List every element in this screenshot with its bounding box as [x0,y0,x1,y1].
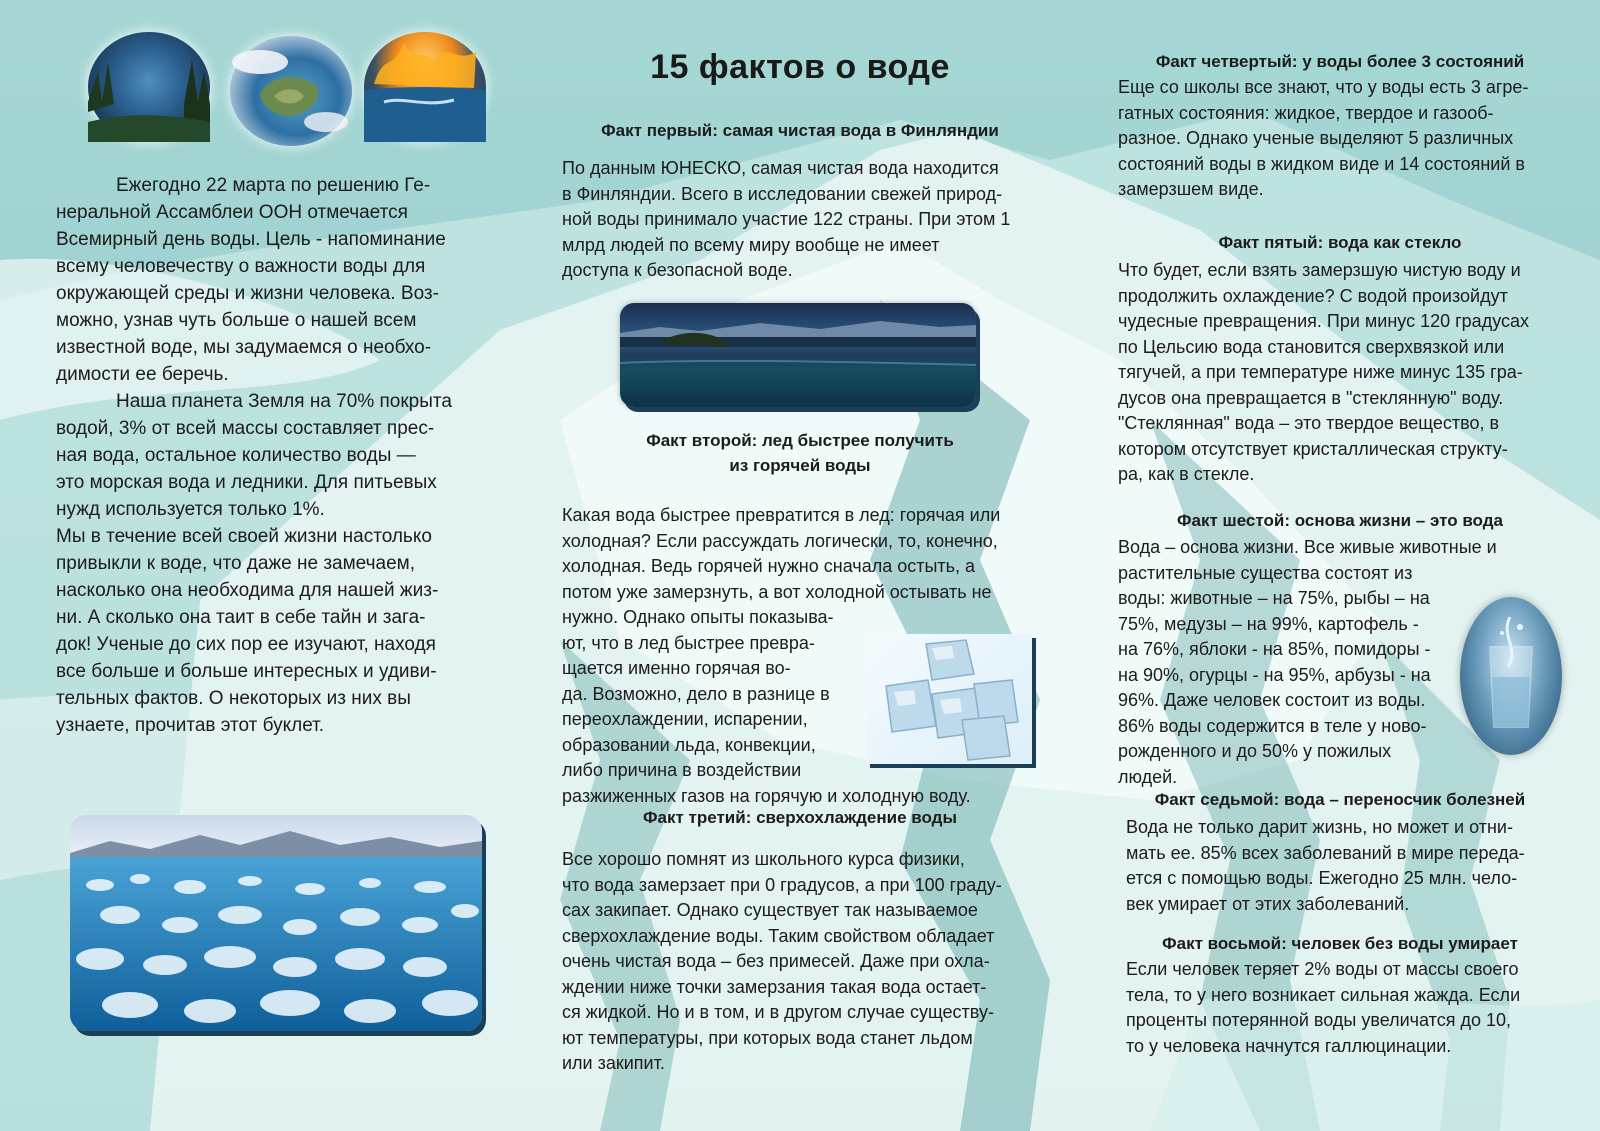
text-line: Всемирный день воды. Цель - напоминание [56,229,446,250]
fact-4-text [1118,75,1578,203]
text-line: состояний воды в жидком виде и 14 состояний в [1118,153,1525,174]
text-line: на 76%, яблоки - на 85%, помидоры - [1118,639,1431,659]
text-line: на 90%, огурцы - на 95%, арбузы - на [1118,664,1431,685]
text-line: воды: животные – на 75%, рыбы – на [1118,588,1430,608]
fact-2-heading-line-2: из горячей воды [729,456,871,475]
text-line: доступа к безопасной воде. [562,260,793,280]
text-line: нужд используется только 1%. [56,499,325,520]
text-line: потом уже замерзнуть, а вот холодной остывать не [562,581,992,602]
text-line: гатных состояния: жидкое, твердое и газооб- [1118,102,1494,123]
text-line: переохлаждении, испарении, [562,709,808,729]
text-line: разжиженных газов на горячую и холодную воду. [562,785,971,806]
intro-paragraph-3 [56,523,486,739]
text-line: Если человек теряет 2% воды от массы своего [1126,959,1519,979]
fact-4-heading: Факт четвертый: у воды более 3 состояний [1155,52,1525,71]
text-line: растительные существа состоят из [1118,562,1413,583]
text-line: проценты потерянной воды увеличатся до 10, [1126,1010,1511,1030]
fact-6-text [1118,535,1497,790]
text-line: 75%, медузы – на 99%, картофель - [1118,613,1419,634]
text-line: ной воды принимало участие 122 страны. При этом 1 [562,209,1011,229]
text-line: Вода – основа жизни. Все живые животные и [1118,537,1497,557]
text-line: Какая вода быстрее превратится в лед: горячая или [562,505,1001,525]
text-line: холодная? Если рассуждать логически, то, конечно, [562,530,998,551]
page-title: 15 фактов о воде [650,48,950,86]
fact-6-heading: Факт шестой: основа жизни – это вода [1177,511,1503,530]
text-line: всему человечеству о важности воды для [56,256,426,277]
text-line: да. Возможно, дело в разнице в [562,683,830,704]
text-line: тягучей, а при температуре ниже минус 135 гра- [1118,362,1523,382]
text-line: продолжить охлаждение? С водой произойдут [1118,285,1508,306]
text-line: Вода не только дарит жизнь, но может и отни- [1126,817,1513,837]
fact-1-text [562,156,1042,284]
text-line: димости ее беречь. [56,364,229,385]
text-line: ют температуры, при которых вода станет льдом [562,1027,973,1048]
text-line: Ежегодно 22 марта по решению Ге- [116,175,431,196]
text-line: либо причина в воздействии [562,760,802,780]
text-line: чудесные превращения. При минус 120 градусах [1118,311,1530,331]
text-line: это морская вода и ледники. Для питьевых [56,472,437,493]
text-line: "Стеклянная" вода – это твердое вещество, в [1118,413,1500,433]
fact-3-heading: Факт третий: сверхохлаждение воды [643,808,957,827]
fact-3-text [562,847,1042,1077]
text-line: По данным ЮНЕСКО, самая чистая вода находится [562,158,999,178]
text-line: Еще со школы все знают, что у воды есть 3 агре- [1118,77,1529,97]
text-line: тельных фактов. О некоторых из них вы [56,688,411,709]
text-line: ют, что в лед быстрее превра- [562,632,815,653]
text-line: нужно. Однако опыты показыва- [562,607,834,627]
text-line: неральной Ассамблеи ООН отмечается [56,202,408,223]
text-line: тела, то у него возникает сильная жажда. Если [1126,984,1521,1005]
text-line: сверхохлаждение воды. Таким свойством обладает [562,925,995,946]
text-line: все больше и больше интересных и удиви- [56,661,437,682]
fact-2-heading-line-1: Факт второй: лед быстрее получить [646,431,954,450]
fact-2-heading [560,428,1040,478]
text-line: Мы в течение всей своей жизни настолько [56,526,432,547]
text-line: док! Ученые до сих пор ее изучают, находя [56,634,436,655]
text-line: по Цельсию вода становится сверхвязкой или [1118,336,1505,357]
intro-paragraph-1 [56,172,486,388]
fact-1-heading: Факт первый: самая чистая вода в Финляндии [601,121,999,140]
text-line: ждении ниже точки замерзания такая вода остает- [562,976,987,997]
text-line: очень чистая вода – без примесей. Даже при охла- [562,951,990,971]
text-line: известной воде, мы задумаемся о необхо- [56,337,432,358]
text-line: млрд людей по всему миру вообще не имеет [562,234,940,255]
text-line: замерзшем виде. [1118,179,1264,199]
text-line: ется с помощью воды. Ежегодно 25 млн. чело- [1126,868,1518,888]
glass-of-water-photo [1460,597,1562,755]
text-line: Наша планета Земля на 70% покрыта [116,391,452,412]
text-line: в Финляндии. Всего в исследовании свежей природ- [562,183,1003,204]
intro-paragraph-2 [56,388,486,523]
fact-5-heading: Факт пятый: вода как стекло [1218,233,1462,252]
text-line: 96%. Даже человек состоит из воды. [1118,690,1426,710]
text-line: можно, узнав чуть больше о нашей всем [56,310,417,331]
text-line: что вода замерзает при 0 градусов, а при 100 граду- [562,874,1002,895]
frozen-bubbles-lake-photo [70,815,482,1031]
text-line: ная вода, остальное количество воды — [56,445,416,466]
island-from-space-photo [230,36,352,146]
text-line: Все хорошо помнят из школьного курса физики, [562,849,965,869]
text-line: или закипит. [562,1053,665,1073]
text-line: то у человека начнутся галлюцинации. [1126,1035,1452,1056]
text-line: водой, 3% от всей массы составляет прес- [56,418,435,439]
fact-7-heading: Факт седьмой: вода – переносчик болезней [1154,790,1526,809]
text-line: котором отсутствует кристаллическая структу- [1118,438,1508,459]
text-line: людей. [1118,766,1178,787]
text-line: ра, как в стекле. [1118,464,1255,484]
ice-cubes-photo [866,634,1032,764]
forest-lake-photo [88,32,210,142]
text-line: Что будет, если взять замерзшую чистую воду и [1118,260,1521,280]
text-line: 86% воды содержится в теле у ново- [1118,715,1427,736]
fact-8-text [1126,957,1576,1059]
fire-and-water-photo [364,32,486,142]
text-line: насколько она необходима для нашей жиз- [56,580,439,601]
text-line: ся жидкой. Но и в том, и в другом случае существу- [562,1002,994,1022]
text-line: век умирает от этих заболеваний. [1126,893,1410,914]
text-line: разное. Однако ученые выделяют 5 различных [1118,128,1514,148]
fact-7-text [1126,815,1576,917]
text-line: привыкли к воде, что даже не замечаем, [56,553,415,574]
text-line: образовании льда, конвекции, [562,734,816,755]
text-line: ни. А сколько она таит в себе тайн и зага- [56,607,426,628]
text-line: узнаете, прочитав этот буклет. [56,715,325,736]
mountain-lake-photo [620,303,976,407]
text-line: дусов она превращается в "стеклянную" воду. [1118,387,1504,408]
fact-5-text [1118,258,1578,488]
intro-column [56,172,486,739]
fact-8-heading: Факт восьмой: человек без воды умирает [1162,934,1518,953]
text-line: холодная. Ведь горячей нужно сначала остыть, а [562,556,976,576]
text-line: окружающей среды и жизни человека. Воз- [56,283,439,304]
text-line: щается именно горячая во- [562,658,791,678]
text-line: сах закипает. Однако существует так называемое [562,900,978,920]
text-line: рожденного и до 50% у пожилых [1118,741,1392,761]
text-line: мать ее. 85% всех заболеваний в мире переда- [1126,842,1525,863]
